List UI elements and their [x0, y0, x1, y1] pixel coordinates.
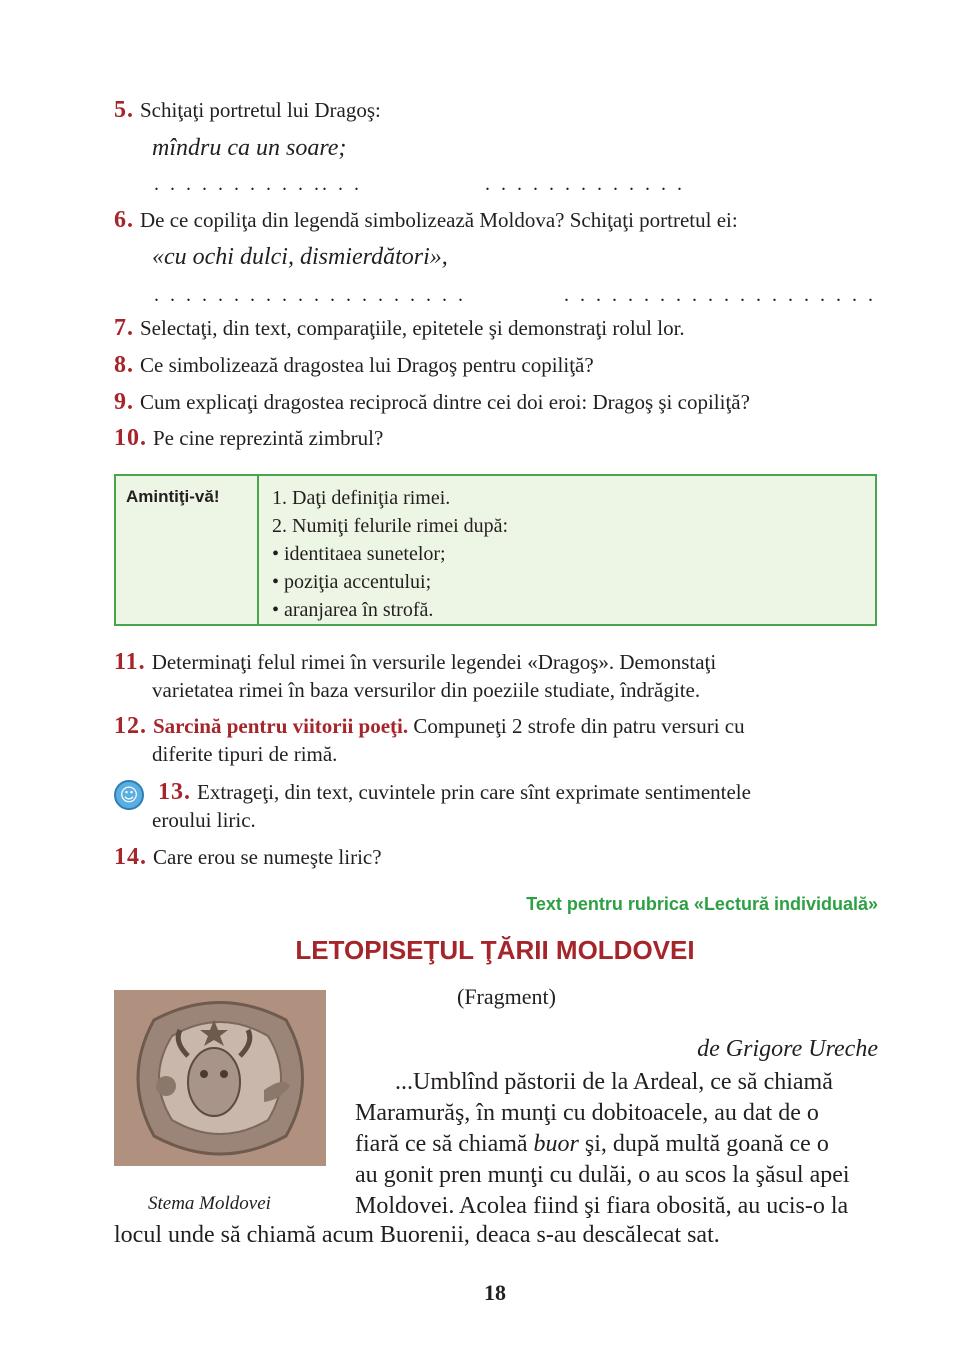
- question-number: 8.: [114, 352, 134, 378]
- question-5: [114, 97, 381, 124]
- question-11-cont: varietatea rimei în baza versurilor din poeziile studiate, îndrăgite.: [152, 678, 701, 702]
- reminder-item: • poziţia accentului;: [272, 571, 432, 593]
- quote: «cu ochi dulci, dismierdători»,: [152, 244, 448, 270]
- question-13-cont: eroului liric.: [152, 808, 256, 832]
- prose-line: [355, 1129, 879, 1160]
- image-caption: Stema Moldovei: [148, 1193, 271, 1214]
- question-text: Compuneţi 2 strofe din patru versuri cu: [408, 714, 745, 738]
- question-number: 12.: [114, 713, 147, 739]
- rubric-label: Text pentru rubrica «Lectură individuală»: [526, 894, 878, 914]
- prose-italic-word: buor: [533, 1131, 579, 1157]
- reading-title: LETOPISEŢUL ŢĂRII MOLDOVEI: [295, 935, 695, 965]
- question-number: 13.: [158, 779, 191, 805]
- question-7: [114, 315, 685, 342]
- reminder-box: [114, 474, 877, 626]
- dotted-line: . . . . . . . . . . . . . . . . . . . .: [154, 284, 466, 306]
- question-12-cont: diferite tipuri de rimă.: [152, 742, 338, 766]
- prose-text: şi, după multă goană ce o: [578, 1131, 829, 1157]
- question-number: 14.: [114, 844, 147, 870]
- reminder-item: • identitaea sunetelor;: [272, 543, 446, 565]
- question-number: 10.: [114, 425, 147, 451]
- prose-line: Moldovei. Acolea fiind şi fiara obosită, au ucis-o la: [355, 1193, 849, 1219]
- question-number: 6.: [114, 207, 134, 233]
- question-8: [114, 352, 594, 379]
- question-11: [114, 649, 877, 676]
- prose-line: au gonit pren munţi cu dulăi, o au scos la şăsul apei: [355, 1162, 850, 1188]
- question-text: De ce copiliţa din legendă simbolizează Moldova? Schiţaţi portretul ei:: [140, 208, 738, 232]
- question-9: [114, 389, 750, 416]
- question-number: 7.: [114, 315, 134, 341]
- question-number: 5.: [114, 97, 134, 123]
- coat-of-arms-image: [114, 990, 326, 1166]
- dotted-line: . . . . . . . . . . . . .: [485, 173, 685, 195]
- question-10: [114, 425, 383, 452]
- question-text: Determinaţi felul rimei în versurile legendei «Dragoş». Demonstaţi: [151, 650, 717, 674]
- question-12: [114, 713, 877, 740]
- reminder-content: [259, 476, 508, 624]
- prose-line: Maramurăş, în munţi cu dobitoacele, au dat de o: [355, 1100, 819, 1126]
- question-text: Care erou se numeşte liric?: [153, 845, 382, 869]
- reminder-item: • aranjarea în strofă.: [272, 599, 434, 621]
- question-text: Selectaţi, din text, comparaţiile, epitetele şi demonstraţi rolul lor.: [140, 316, 685, 340]
- prose-text: fiară ce să chiamă: [355, 1131, 534, 1157]
- reminder-item: 2. Numiţi felurile rimei după:: [272, 515, 509, 537]
- dotted-line: . . . . . . . . . . .. . .: [154, 173, 362, 195]
- question-text: Pe cine reprezintă zimbrul?: [153, 426, 384, 450]
- reading-subtitle: (Fragment): [457, 984, 556, 1009]
- prose-last-line: locul unde să chiamă acum Buorenii, deaca s-au descălecat sat.: [114, 1222, 720, 1248]
- prose-line: ...Umblînd păstorii de la Ardeal, ce să chiamă: [395, 1069, 833, 1095]
- question-6: [114, 207, 738, 234]
- question-text: Extrageţi, din text, cuvintele prin care sînt exprimate sentimentele: [197, 780, 751, 804]
- question-13: [158, 779, 877, 806]
- question-14: [114, 844, 382, 871]
- reminder-label: Amintiţi-vă!: [116, 476, 259, 624]
- question-text: Cum explicaţi dragostea reciprocă dintre cei doi eroi: Dragoş şi copiliţă?: [140, 390, 750, 414]
- question-number: 9.: [114, 389, 134, 415]
- question-text: Schiţaţi portretul lui Dragoş:: [140, 98, 381, 122]
- quote: mîndru ca un soare;: [152, 135, 347, 161]
- highlight-text: Sarcină pentru viitorii poeţi.: [153, 714, 409, 738]
- dotted-line: . . . . . . . . . . . . . . . . . . . .: [564, 284, 876, 306]
- question-text: Ce simbolizează dragostea lui Dragoş pentru copiliţă?: [140, 353, 594, 377]
- stone-relief-illustration: [114, 990, 326, 1166]
- reminder-item: 1. Daţi definiţia rimei.: [272, 487, 451, 509]
- author-name: de Grigore Ureche: [697, 1036, 878, 1062]
- smiley-face-icon: ☺: [114, 780, 144, 810]
- question-number: 11.: [114, 649, 146, 675]
- page-number: 18: [484, 1280, 506, 1305]
